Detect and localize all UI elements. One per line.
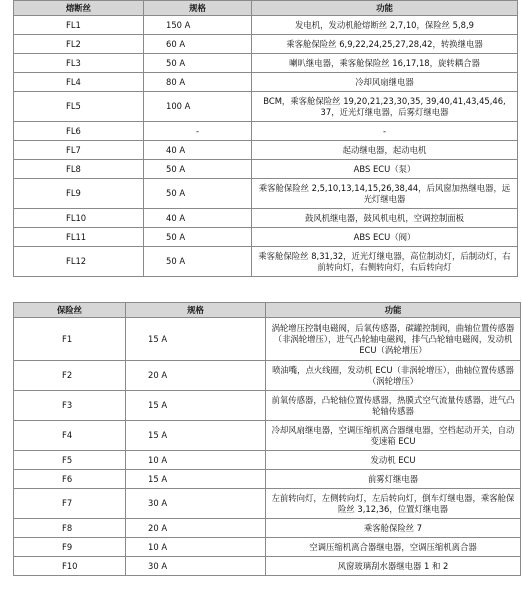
fuse-function: 发动机 ECU [266,451,521,470]
table-row [14,35,518,54]
fuse-function: 乘客舱保险丝 6,9,22,24,25,27,28,42，转换继电器 [252,35,518,54]
table-row [14,141,518,160]
fuse-id: FL3 [14,54,144,73]
fuse-id: F5 [14,451,126,470]
table-row [14,160,518,179]
fuse-rating: - [144,122,252,141]
fuse-function: 乘客舱保险丝 2,5,10,13,14,15,26,38,44，后风窗加热继电器，远光灯继电器 [252,179,518,209]
col-header-function: 功能 [252,1,518,16]
fuse-rating: 50 A [144,160,252,179]
table-row [14,209,518,228]
fuse-id: F8 [14,519,126,538]
table-row [14,179,518,209]
fuse-rating: 10 A [126,538,266,557]
fuse-rating: 30 A [126,557,266,576]
fuse-rating: 50 A [144,228,252,247]
fuse-rating: 20 A [126,519,266,538]
table-row [14,538,521,557]
table-row [14,228,518,247]
fuse-rating: 80 A [144,73,252,92]
table-header-row [14,1,518,16]
fuse-function: 左前转向灯，左侧转向灯，左后转向灯，倒车灯继电器，乘客舱保险丝 3,12,36，位置灯继电器 [266,489,521,519]
fuse-function: BCM，乘客舱保险丝 19,20,21,23,30,35, 39,40,41,43,45,46, 37，近光灯继电器，后雾灯继电器 [252,92,518,122]
fuse-id: F4 [14,421,126,451]
fuse-function: 喇叭继电器，乘客舱保险丝 16,17,18，旋转耦合器 [252,54,518,73]
fuse-function: - [252,122,518,141]
fuse-function: 风窗玻璃刮水器继电器 1 和 2 [266,557,521,576]
table-row [14,73,518,92]
table-row [14,122,518,141]
fuse-id: F3 [14,391,126,421]
col-header-function: 功能 [266,303,521,318]
table-row [14,318,521,361]
fuse-function: 前雾灯继电器 [266,470,521,489]
fuse-rating: 15 A [126,470,266,489]
table-row [14,557,521,576]
fuse-id: F1 [14,318,126,361]
fuse-function: 乘客舱保险丝 7 [266,519,521,538]
table-row [14,247,518,277]
fuse-id: F9 [14,538,126,557]
fuse-rating: 50 A [144,179,252,209]
col-header-fuse: 熔断丝 [14,1,144,16]
fuse-rating: 100 A [144,92,252,122]
fuse-function: 前氧传感器，凸轮轴位置传感器，热膜式空气流量传感器，进气凸轮轴传感器 [266,391,521,421]
fuse-rating: 50 A [144,247,252,277]
fuse-id: FL11 [14,228,144,247]
fuse-id: F10 [14,557,126,576]
fuse-rating: 50 A [144,54,252,73]
fuse-id: FL4 [14,73,144,92]
fuse-id: F7 [14,489,126,519]
col-header-fuse: 保险丝 [14,303,126,318]
table-row [14,92,518,122]
fuse-rating: 30 A [126,489,266,519]
fuse-id: FL10 [14,209,144,228]
fuse-rating: 40 A [144,209,252,228]
fuse-rating: 20 A [126,361,266,391]
col-header-rating: 规格 [144,1,252,16]
fuse-id: FL7 [14,141,144,160]
fuse-id: FL2 [14,35,144,54]
fuse-function: 涡轮增压控制电磁阀，后氧传感器，碳罐控制阀，曲轴位置传感器（非涡轮增压），进气凸轮轴电磁阀，排气凸轮轴电磁阀，发动机 ECU（涡轮增压） [266,318,521,361]
fuse-function: 起动继电器，起动电机 [252,141,518,160]
col-header-rating: 规格 [126,303,266,318]
fuse-id: FL5 [14,92,144,122]
table-row [14,421,521,451]
fuse-function: 乘客舱保险丝 8,31,32，近光灯继电器，高位制动灯，后制动灯，右前转向灯，右侧转向灯，右后转向灯 [252,247,518,277]
table-row [14,54,518,73]
table-row [14,391,521,421]
fuse-id: FL6 [14,122,144,141]
fuse-id: FL8 [14,160,144,179]
table-row [14,361,521,391]
table-row [14,451,521,470]
fuse-rating: 15 A [126,421,266,451]
fuse-rating: 10 A [126,451,266,470]
table-row [14,16,518,35]
table-row [14,519,521,538]
fuse-function: 鼓风机继电器，鼓风机电机，空调控制面板 [252,209,518,228]
fuse-rating: 15 A [126,391,266,421]
table-header-row [14,303,521,318]
fuse-id: F6 [14,470,126,489]
fuse-function: 冷却风扇继电器，空调压缩机离合器继电器，空档起动开关，自动变速箱 ECU [266,421,521,451]
table-row [14,489,521,519]
fuse-id: FL9 [14,179,144,209]
fuse-function: 喷油嘴，点火线圈，发动机 ECU（非涡轮增压），曲轴位置传感器（涡轮增压） [266,361,521,391]
fuse-function: 冷却风扇继电器 [252,73,518,92]
fuse-id: F2 [14,361,126,391]
fuse-function: 发电机，发动机舱熔断丝 2,7,10，保险丝 5,8,9 [252,16,518,35]
fuse-rating: 150 A [144,16,252,35]
fuse-rating: 40 A [144,141,252,160]
fuse-table-2 [13,302,521,576]
fuse-rating: 15 A [126,318,266,361]
fuse-id: FL1 [14,16,144,35]
fuse-function: 空调压缩机离合器继电器，空调压缩机离合器 [266,538,521,557]
fuse-table-1 [13,0,518,277]
fuse-id: FL12 [14,247,144,277]
fuse-function: ABS ECU（泵） [252,160,518,179]
table-row [14,470,521,489]
fuse-function: ABS ECU（阀） [252,228,518,247]
fuse-rating: 60 A [144,35,252,54]
